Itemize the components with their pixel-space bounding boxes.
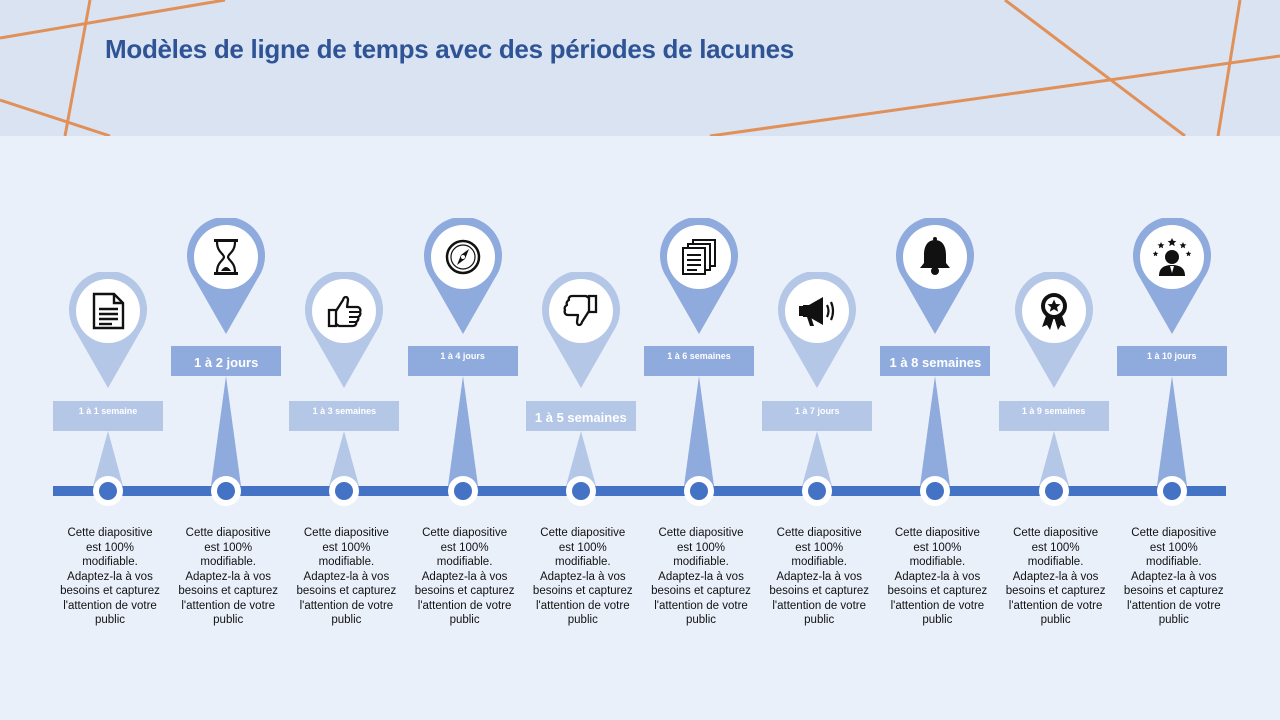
thumbs-up-icon xyxy=(324,291,364,331)
milestone-spike xyxy=(920,376,950,486)
milestone-label: 1 à 9 semaines xyxy=(999,401,1109,431)
milestone-pin xyxy=(1015,272,1093,388)
milestone-label: 1 à 4 jours xyxy=(408,346,518,376)
milestone-description: Cette diapositive est 100% modifiable. Adaptez-la à vos besoins et capturez l'attention de votre public xyxy=(296,527,397,626)
milestone-description: Cette diapositive est 100% modifiable. Adaptez-la à vos besoins et capturez l'attention de votre public xyxy=(414,527,515,626)
milestone-pin xyxy=(542,272,620,388)
milestone-label: 1 à 1 semaine xyxy=(53,401,163,431)
milestone-pin xyxy=(69,272,147,388)
timeline-node xyxy=(802,476,832,506)
timeline-node xyxy=(448,476,478,506)
milestone-pin xyxy=(896,218,974,334)
milestone-label: 1 à 8 semaines xyxy=(880,346,990,376)
milestone-spike xyxy=(211,376,241,486)
milestone-description: Cette diapositive est 100% modifiable. Adaptez-la à vos besoins et capturez l'attention de votre public xyxy=(769,527,870,626)
award-badge-icon xyxy=(1034,291,1074,331)
milestone-label: 1 à 2 jours xyxy=(171,346,281,376)
hourglass-icon xyxy=(206,237,246,277)
milestone-label: 1 à 3 semaines xyxy=(289,401,399,431)
milestone-label: 1 à 7 jours xyxy=(762,401,872,431)
milestone-pin xyxy=(424,218,502,334)
star-person-icon xyxy=(1152,237,1192,277)
milestone-pin xyxy=(305,272,383,388)
milestone-description: Cette diapositive est 100% modifiable. Adaptez-la à vos besoins et capturez l'attention de votre public xyxy=(178,527,279,626)
milestone-description: Cette diapositive est 100% modifiable. Adaptez-la à vos besoins et capturez l'attention de votre public xyxy=(651,527,751,626)
milestone-pin xyxy=(1133,218,1211,334)
milestone-label: 1 à 6 semaines xyxy=(644,346,754,376)
milestone-spike xyxy=(448,376,478,486)
documents-stack-icon xyxy=(679,237,719,277)
timeline-node xyxy=(1039,476,1069,506)
document-icon xyxy=(88,291,128,331)
timeline-node xyxy=(1157,476,1187,506)
milestone-label: 1 à 10 jours xyxy=(1117,346,1227,376)
milestone-pin xyxy=(778,272,856,388)
header-band xyxy=(0,0,1280,136)
milestone-pin xyxy=(187,218,265,334)
timeline-node xyxy=(329,476,359,506)
milestone-description: Cette diapositive est 100% modifiable. Adaptez-la à vos besoins et capturez l'attention de votre public xyxy=(60,527,160,626)
milestone-spike xyxy=(1157,376,1187,486)
timeline-node xyxy=(211,476,241,506)
milestone-description: Cette diapositive est 100% modifiable. Adaptez-la à vos besoins et capturez l'attention de votre public xyxy=(1123,527,1224,626)
bell-icon xyxy=(915,237,955,277)
compass-icon xyxy=(443,237,483,277)
decorative-lines xyxy=(0,0,1280,136)
timeline-node xyxy=(684,476,714,506)
milestone-spike xyxy=(684,376,714,486)
megaphone-icon xyxy=(797,291,837,331)
milestone-label: 1 à 5 semaines xyxy=(526,401,636,431)
page-title: Modèles de ligne de temps avec des périodes de lacunes xyxy=(105,34,794,64)
timeline-node xyxy=(93,476,123,506)
timeline-node xyxy=(920,476,950,506)
milestone-pin xyxy=(660,218,738,334)
milestone-description: Cette diapositive est 100% modifiable. Adaptez-la à vos besoins et capturez l'attention de votre public xyxy=(1005,527,1106,626)
milestone-description: Cette diapositive est 100% modifiable. Adaptez-la à vos besoins et capturez l'attention de votre public xyxy=(532,527,633,626)
timeline-node xyxy=(566,476,596,506)
thumbs-down-icon xyxy=(561,291,601,331)
milestone-description: Cette diapositive est 100% modifiable. Adaptez-la à vos besoins et capturez l'attention de votre public xyxy=(887,527,988,626)
